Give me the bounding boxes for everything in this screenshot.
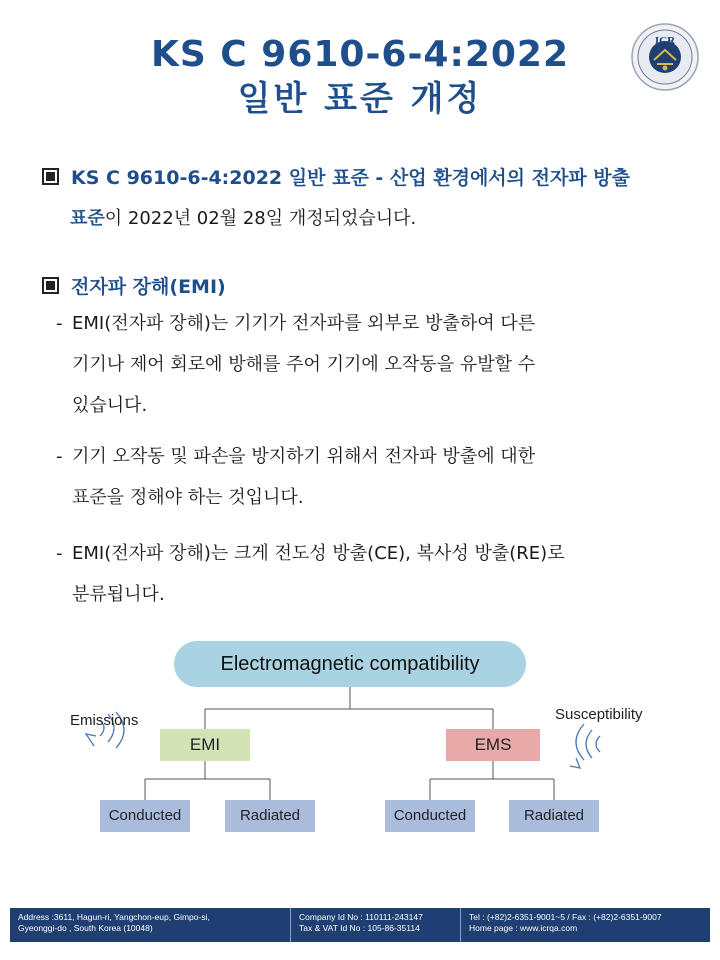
emi-conducted-node: Conducted [100, 800, 190, 832]
section-1-body [70, 204, 416, 230]
emi-radiated-node: Radiated [225, 800, 315, 832]
emissions-label: Emissions [70, 712, 139, 729]
section-2-heading: 전자파 장해(EMI) [42, 272, 226, 299]
susceptibility-label: Susceptibility [555, 706, 643, 723]
homepage-link[interactable]: Home page : www.icrqa.com [469, 923, 578, 933]
ems-node: EMS [446, 729, 540, 761]
footer-company-ids: Company Id No : 110111-243147 Tax & VAT Id No : 105-86-35114 [291, 908, 461, 942]
icr-logo [630, 22, 700, 92]
emc-root-node: Electromagnetic compatibility [174, 641, 526, 687]
emc-diagram [60, 636, 680, 856]
logo-text: ICR [654, 35, 676, 47]
title-line-1: KS C 9610-6-4:2022 [150, 34, 570, 75]
footer-bar [10, 908, 710, 942]
footer-contact: Tel : (+82)2-6351-9001~5 / Fax : (+82)2-6351-9007 Home page : www.icrqa.com [461, 908, 710, 942]
title-line-2: 일반 표준 개정 [237, 79, 483, 119]
bullet-2: - 기기 오작동 및 파손을 방지하기 위해서 전자파 방출에 대한 표준을 정해야 하는 것입니다. [56, 446, 536, 508]
ems-radiated-node: Radiated [509, 800, 599, 832]
emi-node: EMI [160, 729, 250, 761]
section-1-heading: KS C 9610-6-4:2022 일반 표준 - 산업 환경에서의 전자파 방출 [42, 163, 630, 190]
section-1-heading-cont: 표준 [70, 208, 105, 229]
susceptibility-wave-icon [570, 724, 600, 768]
square-bullet-icon [42, 168, 59, 185]
footer-address: Address :3611, Hagun-ri, Yangchon-eup, Gimpo-si, Gyeonggi-do , South Korea (10048) [10, 908, 291, 942]
ems-conducted-node: Conducted [385, 800, 475, 832]
square-bullet-icon [42, 277, 59, 294]
bullet-3: - EMI(전자파 장해)는 크게 전도성 방출(CE), 복사성 방출(RE)로 분류됩니다. [56, 543, 565, 605]
bullet-1: - EMI(전자파 장해)는 기기가 전자파를 외부로 방출하여 다른 기기나 제어 회로에 방해를 주어 기기에 오작동을 유발할 수 있습니다. [56, 313, 536, 416]
page-title [0, 34, 720, 122]
section-1-text: 이 2022년 02월 28일 개정되었습니다. [104, 208, 417, 229]
